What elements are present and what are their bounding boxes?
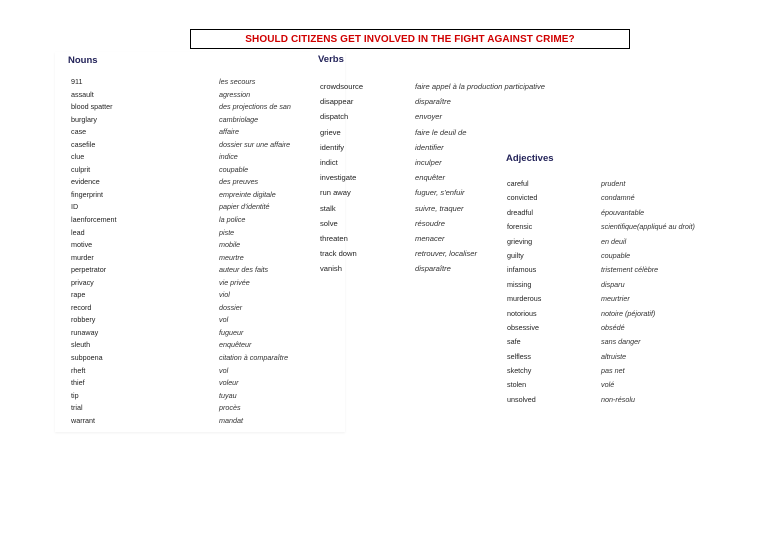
verb-translation: disparaître: [415, 97, 451, 107]
verb-translation: résoudre: [415, 218, 445, 228]
page-title: SHOULD CITIZENS GET INVOLVED IN THE FIGHT AGAINST CRIME?: [245, 33, 575, 45]
adjective-term: dreadful: [507, 207, 533, 217]
verb-translation: disparaître: [415, 264, 451, 274]
verb-term: vanish: [320, 264, 342, 274]
adjective-term: notorious: [507, 308, 537, 318]
adjective-term: infamous: [507, 265, 537, 275]
noun-term: trial: [71, 403, 83, 413]
adjective-translation: pas net: [601, 366, 625, 376]
noun-term: tip: [71, 390, 79, 400]
verb-term: stalk: [320, 203, 336, 213]
noun-translation: mandat: [219, 415, 243, 425]
adjective-translation: en deuil: [601, 236, 627, 246]
noun-translation: vie privée: [219, 277, 250, 287]
verb-term: indict: [320, 157, 338, 167]
noun-translation: des projections de san: [219, 102, 291, 112]
noun-translation: procès: [219, 403, 241, 413]
noun-translation: les secours: [219, 77, 256, 86]
adjective-translation: prudent: [601, 179, 626, 188]
verb-term: run away: [320, 188, 351, 198]
noun-translation: coupable: [219, 164, 249, 174]
noun-term: clue: [71, 152, 85, 162]
verb-term: grieve: [320, 127, 341, 137]
noun-translation: agression: [219, 89, 251, 99]
noun-translation: citation à comparaître: [219, 353, 289, 363]
verb-translation: enquêter: [415, 173, 445, 183]
noun-term: robbery: [71, 315, 96, 325]
noun-term: lead: [71, 227, 85, 237]
adjective-translation: meurtrier: [601, 294, 630, 304]
noun-term: casefile: [71, 139, 96, 149]
noun-translation: cambriolage: [219, 114, 259, 124]
nouns-heading: Nouns: [68, 55, 98, 66]
verb-translation: envoyer: [415, 112, 443, 122]
noun-term: runaway: [71, 327, 99, 337]
verb-translation: retrouver, localiser: [415, 249, 478, 259]
noun-term: rheft: [71, 365, 86, 375]
noun-term: fingerprint: [71, 189, 103, 199]
verb-term: crowdsource: [320, 82, 364, 91]
nouns-french-column: [219, 76, 291, 427]
noun-translation: la police: [219, 215, 246, 225]
noun-term: warrant: [71, 415, 95, 425]
noun-term: ID: [71, 202, 79, 212]
verb-term: track down: [320, 249, 357, 259]
adjective-term: grieving: [507, 236, 533, 246]
noun-term: record: [71, 302, 92, 312]
adjective-term: convicted: [507, 193, 538, 203]
noun-translation: meurtre: [219, 252, 244, 262]
noun-translation: mobile: [219, 240, 241, 250]
noun-term: 911: [71, 77, 83, 86]
verb-translation: menacer: [415, 233, 445, 243]
adjective-translation: altruiste: [601, 351, 627, 361]
verb-term: identify: [320, 142, 345, 152]
adjective-translation: condamné: [601, 193, 635, 203]
verbs-english-column: [320, 79, 363, 276]
noun-translation: vol: [219, 315, 229, 325]
adjective-term: stolen: [507, 380, 527, 390]
noun-translation: vol: [219, 365, 229, 375]
verb-translation: faire le deuil de: [415, 127, 467, 137]
verb-term: dispatch: [320, 112, 349, 122]
verb-translation: suivre, traquer: [415, 203, 464, 213]
adjectives-heading: Adjectives: [506, 153, 554, 164]
noun-translation: voleur: [219, 378, 239, 388]
adjectives-english-column: [507, 177, 541, 407]
noun-term: motive: [71, 240, 93, 250]
adjectives-french-column: [601, 177, 695, 407]
adjective-term: selfless: [507, 351, 531, 361]
noun-term: burglary: [71, 114, 97, 124]
noun-translation: piste: [219, 227, 235, 237]
noun-term: case: [71, 127, 87, 137]
adjective-translation: scientifique(appliqué au droit): [601, 222, 695, 232]
verbs-heading: Verbs: [318, 54, 344, 65]
noun-translation: dossier: [219, 302, 243, 312]
noun-translation: affaire: [219, 127, 239, 137]
noun-translation: tuyau: [219, 390, 237, 400]
noun-term: laenforcement: [71, 215, 117, 225]
adjective-term: forensic: [507, 222, 533, 232]
verb-translation: faire appel à la production participative: [415, 82, 546, 91]
adjective-term: careful: [507, 179, 529, 188]
adjective-term: obsessive: [507, 322, 539, 332]
title-box: [190, 29, 630, 49]
noun-term: privacy: [71, 277, 94, 287]
noun-term: sleuth: [71, 340, 91, 350]
adjective-translation: notoire (péjoratif): [601, 308, 656, 318]
adjective-term: guilty: [507, 250, 524, 260]
noun-translation: des preuves: [219, 177, 259, 187]
noun-translation: empreinte digitale: [219, 189, 276, 199]
nouns-panel: [55, 52, 345, 432]
adjective-term: safe: [507, 337, 521, 347]
adjective-term: sketchy: [507, 366, 532, 376]
noun-term: thief: [71, 378, 85, 388]
noun-translation: fugueur: [219, 327, 244, 337]
noun-term: murder: [71, 252, 94, 262]
verb-translation: inculper: [415, 157, 442, 167]
adjective-translation: disparu: [601, 279, 625, 289]
noun-translation: auteur des faits: [219, 265, 269, 275]
noun-term: rape: [71, 290, 86, 300]
nouns-english-column: [71, 76, 117, 427]
adjective-translation: épouvantable: [601, 207, 645, 217]
adjective-term: unsolved: [507, 394, 536, 404]
noun-term: subpoena: [71, 353, 103, 363]
adjective-translation: non-résolu: [601, 394, 635, 404]
verb-term: solve: [320, 218, 338, 228]
adjective-translation: coupable: [601, 250, 631, 260]
noun-term: culprit: [71, 164, 91, 174]
adjective-translation: tristement célèbre: [601, 265, 659, 275]
noun-translation: dossier sur une affaire: [219, 139, 291, 149]
adjective-translation: obsédé: [601, 322, 625, 332]
noun-term: evidence: [71, 177, 100, 187]
noun-term: perpetrator: [71, 265, 107, 275]
noun-term: assault: [71, 89, 94, 99]
adjective-term: murderous: [507, 294, 542, 304]
noun-translation: enquêteur: [219, 340, 252, 350]
noun-term: blood spatter: [71, 102, 113, 112]
verb-term: disappear: [320, 97, 354, 107]
verb-term: threaten: [320, 233, 348, 243]
verb-term: investigate: [320, 173, 357, 183]
adjective-translation: volé: [601, 380, 615, 390]
noun-translation: indice: [219, 152, 238, 162]
verb-translation: fuguer, s'enfuir: [415, 188, 465, 198]
verb-translation: identifier: [415, 142, 444, 152]
noun-translation: viol: [219, 290, 230, 300]
noun-translation: papier d'identité: [219, 202, 270, 212]
adjective-term: missing: [507, 279, 532, 289]
adjective-translation: sans danger: [601, 337, 641, 347]
